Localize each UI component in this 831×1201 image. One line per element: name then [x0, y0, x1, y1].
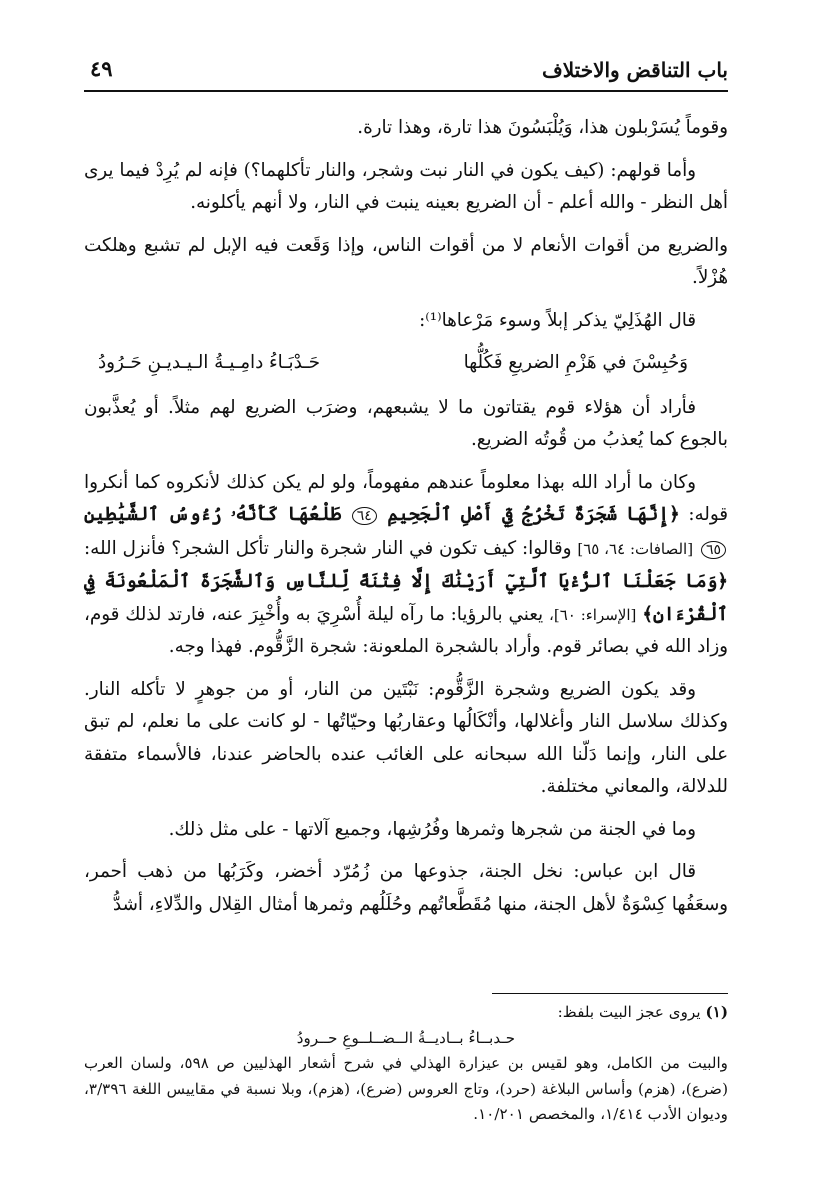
footnote-text: والبيت من الكامل، وهو لقيس بن عيزارة الهذلي في شرح أشعار الهذليين ص ٥٩٨، ولسان العرب (ضرع)، (هزم) وأساس البلاغة (حرد)، وتاج العروس (ضرع)، (هزم)، وبلا نسبة في مقاييس اللغة ٣/٣٩٦، وديوان الأدب ١/٤١٤، والمخصص ١٠/٢٠١.: [84, 1054, 728, 1123]
footnote-intro: يروى عجز البيت بلفظ:: [557, 1003, 701, 1021]
quran-reference: [الإسراء: ٦٠]،: [549, 605, 637, 624]
paragraph: وقد يكون الضريع وشجرة الزَّقُّوم: نَبْتَين من النار، أو من جوهرٍ لا تأكله النار. وكذلك سلاسل النار وأغلالها، وأنْكَالُها وعقاربُها وحيّاتُها - لو كانت على ما نعلم، لم تبق على النار، وإنما دَلّنا الله سبحانه على الغائب عنده بالحاضر عندنا، فالأسماء متفقة للدلالة، والمعاني مختلفة.: [84, 678, 728, 797]
verse-second-hemistich: حَـدْبَـاءُ دامِـيـةُ الـيـديـنِ حَـرُودُ: [98, 352, 320, 373]
paragraph-text: وكان ما أراد الله بهذا معلوماً عندهم مفهوماً، ولو لم يكن كذلك لأنكروه كما: [134, 471, 696, 493]
header-rule: [84, 90, 728, 92]
page-number: ٤٩: [90, 56, 113, 81]
footnote-verse: حـدبــاءُ بــاديــةُ الــضــلــوعِ حــرودُ: [296, 1028, 516, 1047]
paragraph-text: يعني بالرؤيا: ما رآه ليلة أُسْرِيَ به وأُخْبِرَ عنه، فارتد لذلك قوم، وزاد الله في بصائر قوم. وأراد بالشجرة الملعونة: شجرة الزَّقُّوم. فهذا وجه.: [84, 603, 728, 657]
running-header: [84, 52, 728, 92]
paragraph: وأما قولهم: (كيف يكون في النار نبت وشجر، والنار تأكلهما؟) فإنه لم يُرِدْ فيما يرى أهل النظر - والله أعلم - أن الضريع بعينه ينبت في النار، ولا أنهم يأكلونه.: [84, 159, 728, 213]
paragraph: والضريع من أقوات الأنعام لا من أقوات الناس، وإذا وَقَعت فيه الإبل لم تشبع وهلكت هُزْلاً.: [84, 234, 728, 288]
paragraph: فأراد أن هؤلاء قوم يقتاتون ما لا يشبعهم، وضرَب الضريع لهم مثلاً. أو يُعذَّبون بالجوع كما يُعذبُ من قُوتُه الضريع.: [84, 396, 728, 450]
footnote-intro-line: [84, 1000, 728, 1026]
paragraph: وما في الجنة من شجرها وثمرها وفُرُشِها، وجميع آلاتها - على مثل ذلك.: [168, 818, 696, 840]
footnote-number: (١): [705, 1003, 728, 1021]
footnote-rule: [492, 993, 728, 994]
quran-verse: ﴿وَمَا جَعَلْنَا ٱلرُّءْيَا ٱلَّتِيٓ أَرَيْنَٰكَ إِلَّا فِتْنَةً لِّلنَّاسِ وَٱلشَّجَرَةَ ٱلْمَلْعُونَةَ فِي ٱلْقُرْءَانِ﴾: [84, 571, 728, 625]
chapter-title: باب التناقض والاختلاف: [542, 58, 728, 82]
footnotes: [84, 1000, 728, 1128]
ayah-number: ٦٥: [701, 541, 726, 559]
poetry-verse: [84, 347, 728, 380]
ayah-number: ٦٤: [352, 507, 377, 525]
paragraph: وقوماً يُسَرْبلون هذا، وَيُلْبَسُونَ هذا تارة، وهذا تارة.: [357, 117, 728, 138]
paragraph: قال ابن عباس: نخل الجنة، جذوعها من زُمُرّد أخضر، وكَرَبُها من ذهب أحمر، وسعَفُها كِسْوَةٌ لأهل الجنة، منها مُقَطَّعاتُهم وحُلَلُهم وثمرها أمثال القِلال والدِّلاءِ، أشدُّ: [84, 861, 728, 915]
main-text: [84, 112, 728, 931]
paragraph: قال الهُذَلِيّ يذكر إبلاً وسوء مَرْعاها⁽¹⁾:: [419, 309, 696, 331]
quran-reference: [الصافات: ٦٤، ٦٥]: [577, 539, 694, 558]
paragraph-text: وقالوا: كيف تكون في النار شجرة والنار تأكل الشجر؟ فأنزل الله:: [84, 537, 572, 559]
verse-first-hemistich: وَحُبِسْنَ في هَزْمِ الضريعِ فَكُلُّها: [463, 352, 688, 373]
quran-verse: ﴿إِنَّهَا شَجَرَةٌ تَخْرُجُ فِيٓ أَصْلِ ٱلْجَحِيمِ: [387, 504, 680, 525]
quran-intro: أنكروا قوله:: [84, 471, 729, 525]
paragraph-quran: [84, 467, 728, 664]
quran-verse: طَلْعُهَا كَأَنَّهُۥ رُءُوسُ ٱلشَّيَٰطِينِ: [84, 504, 342, 525]
